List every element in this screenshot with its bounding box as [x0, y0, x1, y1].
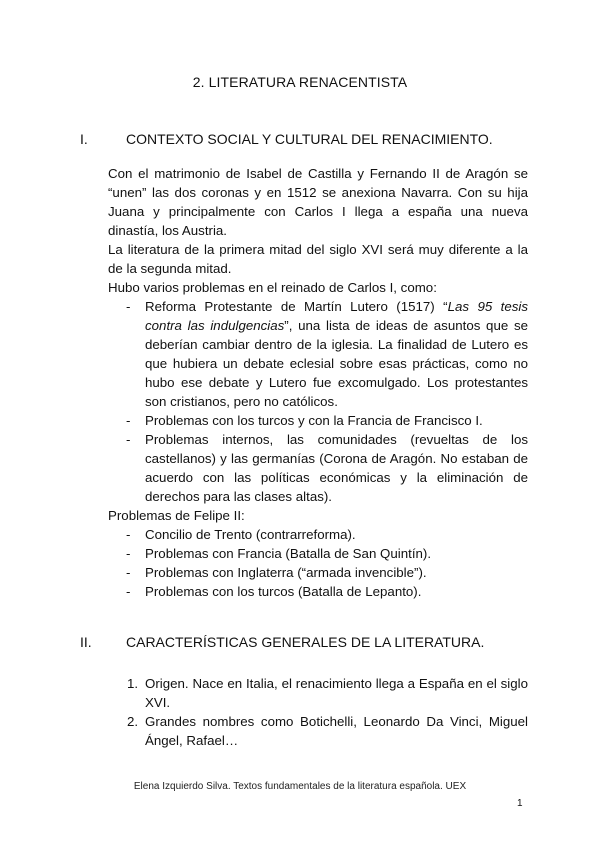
felipe-problems-list	[108, 525, 528, 601]
list-item	[108, 712, 528, 750]
section-2-body	[108, 674, 528, 750]
page-footer: Elena Izquierdo Silva. Textos fundamentales de la literatura española. UEX	[133, 781, 467, 792]
list-item-text: Grandes nombres como Botichelli, Leonardo Da Vinci, Miguel Ángel, Rafael…	[145, 714, 528, 748]
section-2-title: CARACTERÍSTICAS GENERALES DE LA LITERATURA.	[126, 634, 485, 650]
list-item	[108, 563, 528, 582]
page-title: 2. LITERATURA RENACENTISTA	[192, 74, 408, 90]
book-title: Las 95 tesis contra las indulgencias	[145, 299, 528, 333]
section-1-title: CONTEXTO SOCIAL Y CULTURAL DEL RENACIMIENTO.	[126, 131, 493, 147]
dash-bullet: -	[126, 299, 131, 314]
list-item-text: ”, una lista de ideas de asuntos que se deberían cambiar dentro de la iglesia. La finalidad de Lutero es que hubiera un debate eclesial sobre esas prácticas, como no hubo ese debate y Lutero fue excomulgado. Los protestantes son cristianos, pero no católicos.	[145, 318, 528, 409]
dash-bullet: -	[126, 413, 131, 428]
dash-bullet: -	[126, 527, 131, 542]
item-number: 2.	[127, 714, 139, 729]
section-2-heading	[80, 634, 484, 650]
list-item-text: Problemas internos, las comunidades (revueltas de los castellanos) y las germanías (Corona de Aragón. No estaban de acuerdo con las políticas económicas y la eliminación de derechos para las clases altas).	[145, 432, 528, 504]
list-item-text: Problemas con Francia (Batalla de San Quintín).	[145, 546, 432, 561]
carlos-problems-list	[108, 297, 528, 506]
characteristics-list	[108, 674, 528, 750]
list-item	[108, 544, 528, 563]
paragraph-literature: La literatura de la primera mitad del siglo XVI será muy diferente a la de la segunda mitad.	[108, 242, 528, 276]
section-1-heading	[80, 131, 493, 147]
list-item-text: Problemas con Inglaterra (“armada invencible”).	[145, 565, 427, 580]
dash-bullet: -	[126, 546, 131, 561]
list-item-text: Problemas con los turcos y con la Francia de Francisco I.	[145, 413, 483, 428]
list-item-text: Reforma Protestante de Martín Lutero (1517) “	[145, 299, 448, 314]
list-item	[108, 525, 528, 544]
list-item	[108, 297, 528, 411]
item-number: 1.	[127, 676, 139, 691]
dash-bullet: -	[126, 584, 131, 599]
page-number: 1	[517, 798, 523, 809]
section-1-number: I.	[80, 131, 88, 147]
section-1-body	[108, 164, 528, 601]
list-item-text: Problemas con los turcos (Batalla de Lepanto).	[145, 584, 422, 599]
paragraph-marriage: Con el matrimonio de Isabel de Castilla y Fernando II de Aragón se “unen” las dos coronas y en 1512 se anexiona Navarra. Con su hija Juana y principalmente con Carlos I llega a españa una nueva dinastía, los Austria.	[108, 166, 528, 238]
paragraph-felipe-intro: Problemas de Felipe II:	[108, 508, 245, 523]
list-item	[108, 430, 528, 506]
list-item-text: Origen. Nace en Italia, el renacimiento llega a España en el siglo XVI.	[145, 676, 528, 710]
list-item	[108, 411, 528, 430]
paragraph-carlos-intro: Hubo varios problemas en el reinado de Carlos I, como:	[108, 280, 437, 295]
list-item	[108, 582, 528, 601]
dash-bullet: -	[126, 432, 131, 447]
list-item-text: Concilio de Trento (contrarreforma).	[145, 527, 356, 542]
list-item	[108, 674, 528, 712]
dash-bullet: -	[126, 565, 131, 580]
section-2-number: II.	[80, 634, 92, 650]
